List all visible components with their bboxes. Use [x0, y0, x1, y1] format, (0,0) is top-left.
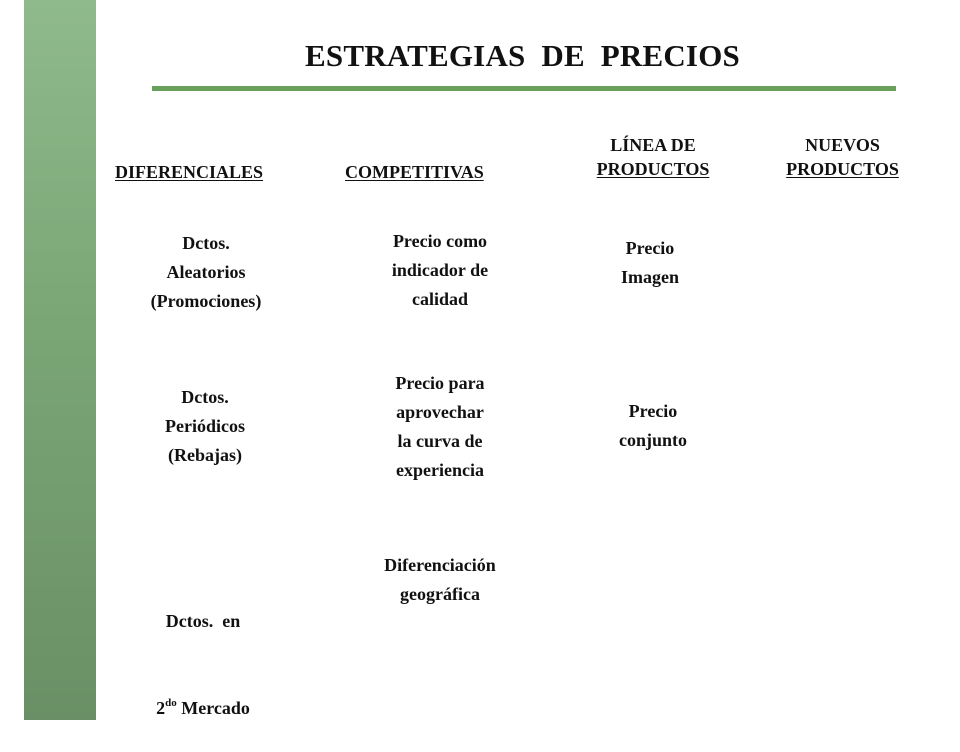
- header-nuevos-productos: [765, 133, 920, 181]
- title-underline: [152, 86, 896, 91]
- header-competitivas: COMPETITIVAS: [345, 162, 484, 182]
- decorative-side-bar: [24, 0, 96, 720]
- diferenciales-item3-line2: [128, 694, 278, 723]
- page-title: ESTRATEGIAS DE PRECIOS: [305, 38, 740, 73]
- diferenciales-item-aleatorios: Dctos. Aleatorios (Promociones): [150, 233, 262, 311]
- ordinal-number: 2: [156, 698, 166, 718]
- header-linea-line2: PRODUCTOS: [596, 159, 710, 179]
- linea-item-precio-imagen: Precio Imagen: [621, 238, 679, 287]
- diferenciales-item-periodicos: Dctos. Periódicos (Rebajas): [165, 387, 245, 465]
- competitivas-item-diferenciacion-geografica: Diferenciación geográfica: [384, 555, 496, 604]
- linea-item-precio-conjunto: Precio conjunto: [618, 401, 687, 450]
- header-nuevos-line2: PRODUCTOS: [786, 159, 899, 179]
- competitivas-item-indicador-calidad: Precio como indicador de calidad: [391, 231, 489, 309]
- mercado-text: Mercado: [176, 698, 250, 718]
- competitivas-item-curva-experiencia: Precio para aprovechar la curva de experiencia: [395, 373, 485, 480]
- header-linea-productos: [578, 133, 728, 181]
- header-linea-line1: LÍNEA DE: [610, 135, 696, 155]
- diferenciales-item-segundo-mercado: [128, 549, 278, 752]
- header-nuevos-line1: NUEVOS: [805, 135, 880, 155]
- ordinal-superscript: do: [165, 697, 177, 709]
- diferenciales-item3-line1: Dctos. en: [165, 611, 241, 631]
- header-diferenciales: DIFERENCIALES: [115, 162, 264, 182]
